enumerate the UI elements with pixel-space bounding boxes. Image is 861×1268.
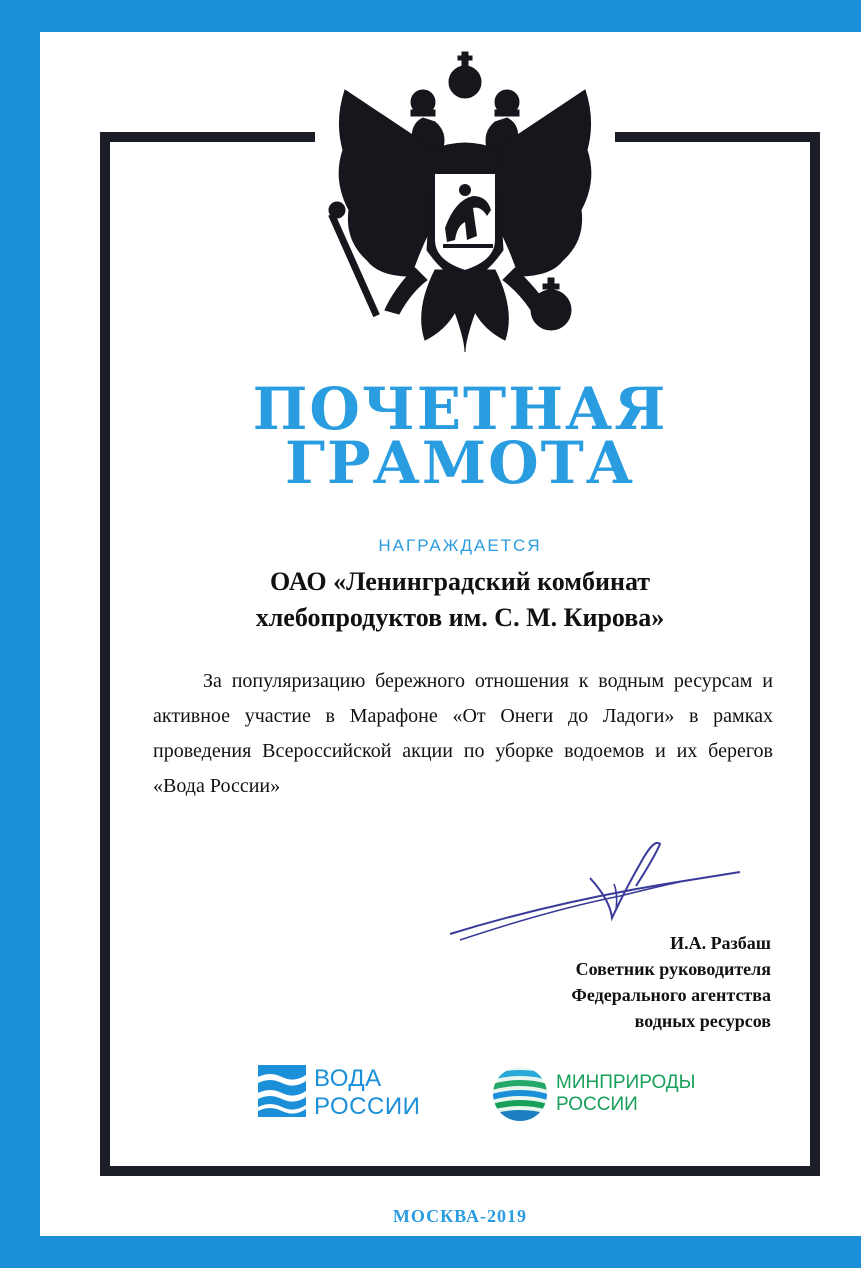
- voda-logo-line-1: ВОДА: [314, 1065, 382, 1092]
- award-reason: За популяризацию бережного отношения к водным ресурсам и активное участие в Марафоне «От Онеги до Ладоги» в рамках проведения Всероссийской акции по уборке водоемов и их берегов «Вода России»: [153, 670, 773, 797]
- voda-logo-line-2: РОССИИ: [314, 1093, 421, 1120]
- minprirody-logo: [492, 1066, 722, 1126]
- signer-title-line-3: водных ресурсов: [634, 1011, 771, 1031]
- minprirody-globe-icon: [492, 1066, 548, 1122]
- signer-name: И.А. Разбаш: [670, 933, 771, 953]
- signer-title-line-1: Советник руководителя: [575, 959, 771, 979]
- recipient-line-2: хлебопродуктов им. С. М. Кирова»: [255, 603, 665, 632]
- minprirody-logo-line-2: РОССИИ: [556, 1094, 638, 1115]
- place-and-year: МОСКВА-2019: [392, 1206, 528, 1226]
- voda-rossii-logo: [258, 1065, 458, 1125]
- voda-waves-icon: [258, 1065, 306, 1117]
- awarded-label: НАГРАЖДАЕТСЯ: [378, 536, 542, 555]
- coat-of-arms-icon: [315, 40, 615, 360]
- minprirody-logo-line-1: МИНПРИРОДЫ: [556, 1072, 696, 1093]
- signer-block: [571, 930, 771, 1034]
- recipient-line-1: ОАО «Ленинградский комбинат: [269, 567, 651, 596]
- voda-logo-text: [314, 1065, 420, 1121]
- title-line-1: ПОЧЕТНАЯ: [252, 375, 668, 443]
- title-line-2: ГРАМОТА: [284, 429, 636, 497]
- recipient-name: [100, 564, 820, 636]
- signer-title-line-2: Федерального агентства: [571, 985, 771, 1005]
- minprirody-logo-text: [556, 1072, 696, 1116]
